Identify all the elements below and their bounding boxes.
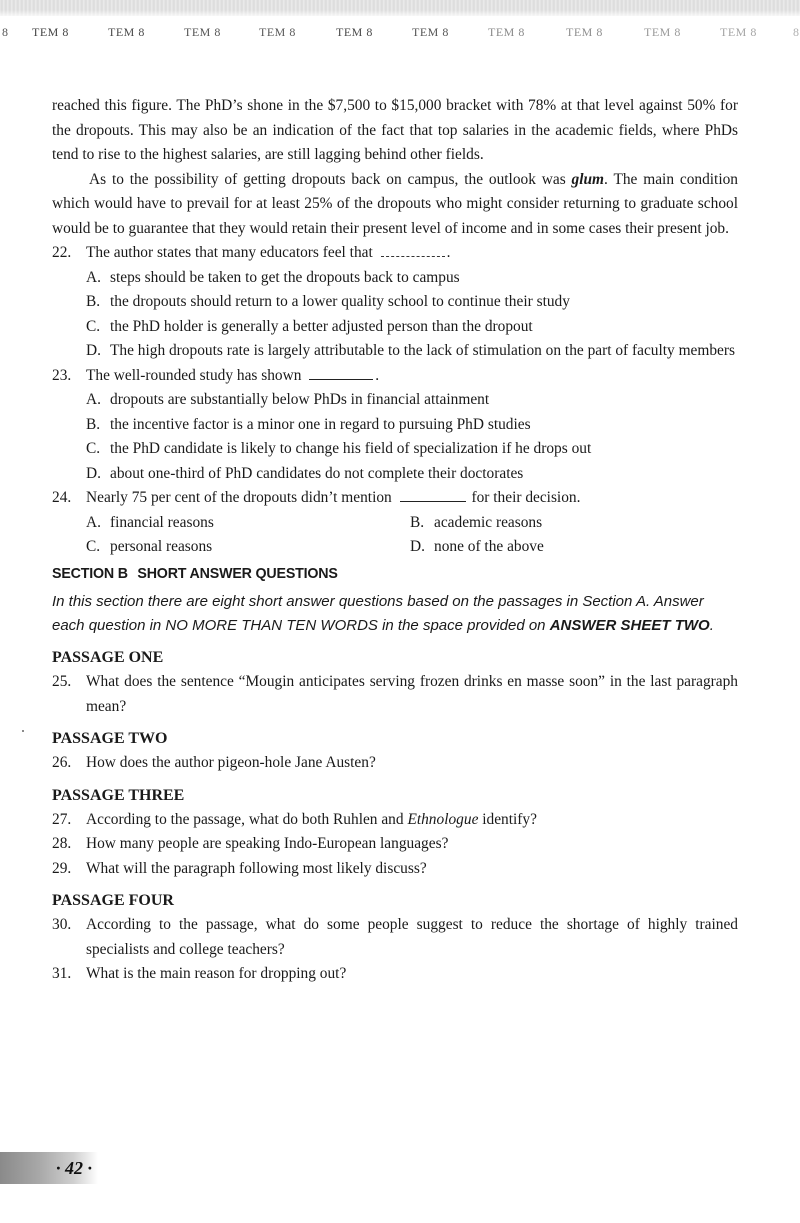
short-question-30 — [52, 913, 738, 962]
question-text — [86, 808, 738, 833]
question-stem — [86, 364, 738, 389]
running-mark: TEM 8 — [108, 24, 145, 39]
option-text: academic reasons — [434, 513, 543, 531]
question-text: How does the author pigeon-hole Jane Austen? — [86, 754, 376, 771]
answer-sheet-reference: ANSWER SHEET TWO — [549, 617, 710, 634]
question-number: 31. — [52, 965, 72, 982]
short-question-25 — [52, 670, 738, 719]
running-mark: TEM 8 — [32, 24, 69, 39]
option-c[interactable] — [86, 315, 738, 340]
question-number: 25. — [52, 673, 72, 690]
section-b-heading — [52, 562, 704, 587]
running-mark: 8 — [793, 24, 800, 39]
mc-question-23 — [52, 364, 738, 487]
question-text: How many people are speaking Indo-European languages? — [86, 835, 449, 852]
stem-text: for their decision. — [471, 489, 581, 506]
passage-heading: PASSAGE THREE — [52, 786, 185, 804]
running-mark: 8 — [2, 24, 9, 39]
running-mark: TEM 8 — [259, 24, 296, 39]
option-d[interactable] — [86, 339, 738, 364]
mc-question-22 — [52, 241, 738, 364]
option-letter: C. — [86, 317, 101, 335]
stem-text: The author states that many educators feel that — [86, 244, 373, 261]
option-letter: A. — [86, 391, 101, 408]
running-header — [0, 22, 800, 42]
option-b[interactable] — [86, 413, 738, 438]
option-list — [86, 266, 738, 364]
option-a[interactable] — [86, 266, 738, 291]
question-text: What will the paragraph following most likely discuss? — [86, 859, 427, 877]
option-list — [86, 388, 738, 486]
paragraph-text: . The main condition which would have to prevail for at least 25% of the dropouts who might consider returning to graduate school would be to guarantee that they would retain their present level of income and in some cases their present job. — [52, 170, 738, 237]
question-number: 27. — [52, 810, 72, 828]
option-text: about one-third of PhD candidates do not complete their doctorates — [110, 464, 524, 482]
section-b-instructions — [52, 590, 738, 638]
stem-text: Nearly 75 per cent of the dropouts didn’t mention — [86, 489, 392, 506]
question-number: 24. — [52, 489, 72, 506]
option-c[interactable] — [86, 437, 738, 462]
answer-blank — [400, 487, 466, 502]
scan-speck — [22, 730, 24, 732]
emphasized-word: glum — [571, 170, 605, 188]
passage-heading: PASSAGE FOUR — [52, 892, 174, 909]
option-letter: A. — [86, 268, 101, 286]
mc-question-24 — [52, 486, 738, 560]
instructions-text: In this section there are eight short answer questions based on the passages in Section A. Answer each question in NO MORE THAN TEN WORDS in the space provided on — [52, 593, 704, 634]
running-mark: TEM 8 — [720, 24, 757, 39]
question-stem — [86, 241, 738, 266]
question-number: 29. — [52, 859, 72, 877]
question-number: 22. — [52, 244, 72, 261]
option-d[interactable] — [86, 462, 738, 487]
short-question-31 — [52, 962, 738, 987]
passage-paragraph: reached this figure. The PhD’s shone in the $7,500 to $15,000 bracket with 78% at that level against 50% for the dropouts. This may also be an indication of the fact that top salaries in the academic fields, where PhDs tend to rise to the highest salaries, are still lagging behind other fields. — [52, 97, 738, 163]
option-letter: B. — [86, 293, 101, 310]
option-text: dropouts are substantially below PhDs in financial attainment — [110, 391, 490, 408]
option-text: steps should be taken to get the dropouts back to campus — [110, 268, 460, 286]
section-title: SHORT ANSWER QUESTIONS — [137, 564, 338, 582]
instructions-text: . — [709, 617, 714, 634]
option-text: the PhD candidate is likely to change his field of specialization if he drops out — [110, 440, 592, 457]
passage-heading: PASSAGE ONE — [52, 649, 164, 666]
answer-blank — [309, 365, 373, 380]
question-stem — [86, 486, 738, 511]
short-question-26 — [52, 751, 738, 776]
passage-heading: PASSAGE TWO — [52, 730, 168, 747]
option-b[interactable] — [86, 290, 738, 315]
question-number: 28. — [52, 835, 72, 852]
page-number: · 42 · — [56, 1157, 92, 1178]
page-number-tab — [0, 1152, 98, 1184]
passage-one-block — [52, 646, 738, 719]
option-grid — [86, 511, 738, 560]
option-b[interactable] — [410, 511, 738, 536]
scan-top-band-fade — [0, 10, 800, 18]
question-number: 30. — [52, 916, 72, 933]
option-text: none of the above — [434, 538, 544, 555]
option-a[interactable] — [86, 388, 738, 413]
option-text: personal reasons — [110, 538, 213, 555]
stem-text: . — [375, 366, 380, 384]
option-letter: B. — [410, 513, 425, 531]
question-text-part: According to the passage, what do both Ruhlen and — [86, 810, 408, 828]
question-number: 23. — [52, 366, 72, 384]
passage-two-block — [52, 727, 738, 776]
short-question-28 — [52, 832, 738, 857]
page-body — [52, 94, 738, 995]
short-question-29 — [52, 857, 738, 882]
option-text: the PhD holder is generally a better adjusted person than the dropout — [110, 317, 533, 335]
stem-text: . — [446, 244, 451, 261]
paragraph-text: As to the possibility of getting dropouts back on campus, the outlook was — [89, 170, 572, 188]
option-letter: B. — [86, 415, 101, 433]
running-mark: TEM 8 — [336, 24, 373, 39]
option-letter: D. — [410, 538, 425, 555]
option-text: financial reasons — [110, 513, 214, 531]
running-mark: TEM 8 — [566, 24, 603, 39]
question-text: What does the sentence “Mougin anticipates serving frozen drinks en masse soon” in the last paragraph mean? — [86, 673, 738, 715]
running-mark: TEM 8 — [488, 24, 525, 39]
option-text: the dropouts should return to a lower quality school to continue their study — [110, 293, 570, 310]
option-letter: A. — [86, 513, 101, 531]
option-text: the incentive factor is a minor one in regard to pursuing PhD studies — [110, 415, 531, 433]
running-mark: TEM 8 — [644, 24, 681, 39]
option-letter: D. — [86, 342, 101, 359]
option-letter: D. — [86, 464, 101, 482]
question-text-part: identify? — [478, 810, 537, 828]
option-d[interactable] — [410, 535, 738, 560]
stem-text: The well-rounded study has shown — [86, 366, 302, 384]
option-c[interactable] — [86, 535, 410, 560]
option-letter: C. — [86, 440, 101, 457]
passage-four-block — [52, 889, 738, 987]
option-a[interactable] — [86, 511, 410, 536]
passage-three-block — [52, 784, 738, 882]
running-mark: TEM 8 — [184, 24, 221, 39]
answer-blank — [381, 242, 445, 257]
running-mark: TEM 8 — [412, 24, 449, 39]
question-text: What is the main reason for dropping out? — [86, 965, 347, 982]
passage-paragraph — [52, 168, 738, 242]
short-question-27 — [52, 808, 738, 833]
section-label: SECTION B — [52, 564, 128, 582]
question-text: According to the passage, what do some people suggest to reduce the shortage of highly trained specialists and college teachers? — [86, 916, 738, 958]
option-letter: C. — [86, 538, 101, 555]
source-title: Ethnologue — [407, 810, 479, 828]
option-text: The high dropouts rate is largely attributable to the lack of stimulation on the part of faculty members — [110, 342, 736, 359]
question-number: 26. — [52, 754, 72, 771]
